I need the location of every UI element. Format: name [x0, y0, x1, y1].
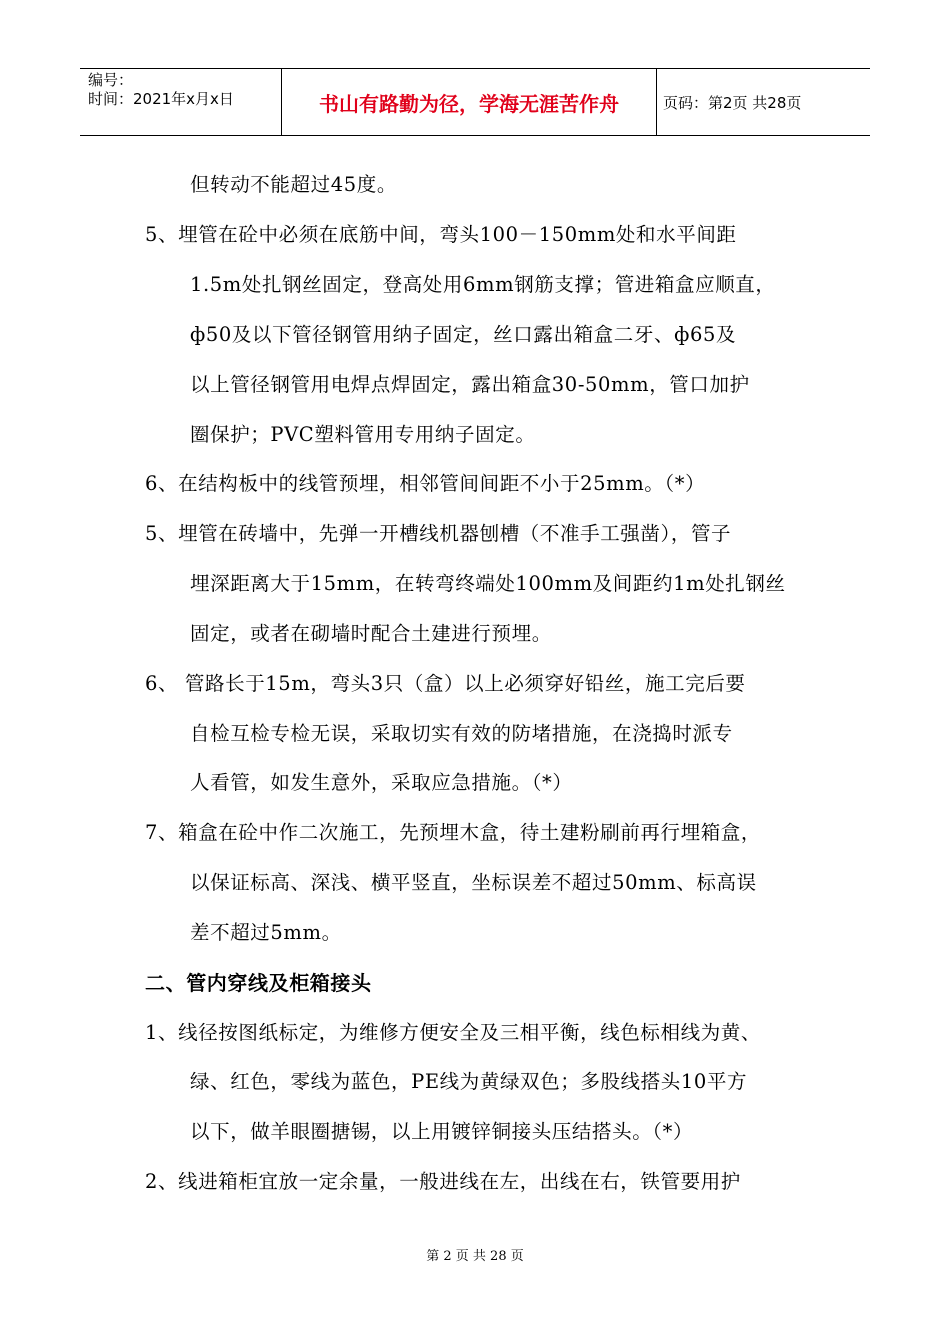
header-motto: 书山有路勤为径，学海无涯苦作舟	[282, 69, 657, 135]
text-line: 自检互检专检无误，采取切实有效的防堵措施，在浇捣时派专	[190, 722, 733, 745]
text-line: 2、线进箱柜宜放一定余量，一般进线在左，出线在右，铁管要用护	[145, 1170, 741, 1193]
text-line: 以上管径钢管用电焊点焊固定，露出箱盒30-50mm，管口加护	[190, 373, 750, 396]
text-line: 人看管，如发生意外，采取应急措施。（*）	[190, 771, 573, 794]
document-number-label: 编号：	[88, 71, 134, 89]
text-line: 以保证标高、深浅、横平竖直，坐标误差不超过50mm、标高误	[190, 871, 757, 894]
text-line: 6、在结构板中的线管预埋，相邻管间间距不小于25mm。（*）	[145, 472, 706, 495]
text-line: 以下，做羊眼圈搪锡，以上用镀锌铜接头压结搭头。（*）	[190, 1120, 694, 1143]
text-line: 绿、红色，零线为蓝色，PE线为黄绿双色；多股线搭头10平方	[190, 1070, 748, 1093]
document-date: 时间：2021年x月x日	[88, 90, 234, 108]
text-line: 5、埋管在砖墙中，先弹一开槽线机器刨槽（不准手工强凿），管子	[145, 522, 732, 545]
text-line: 6、 管路长于15m，弯头3只（盒）以上必须穿好铅丝，施工完后要	[145, 672, 746, 695]
header-meta	[80, 69, 282, 135]
text-line: 圈保护；PVC塑料管用专用纳子固定。	[190, 423, 536, 446]
page-footer: 第 2 页 共 28 页	[426, 1249, 524, 1264]
text-line: 固定，或者在砌墙时配合土建进行预埋。	[190, 622, 552, 645]
page-header	[80, 68, 870, 136]
text-line: 5、埋管在砼中必须在底筋中间，弯头100－150mm处和水平间距	[145, 223, 737, 246]
text-line: 1、线径按图纸标定，为维修方便安全及三相平衡，线色标相线为黄、	[145, 1021, 762, 1044]
text-line: ф50及以下管径钢管用纳子固定，丝口露出箱盒二牙、ф65及	[190, 323, 737, 346]
text-line: 差不超过5mm。	[190, 921, 342, 944]
text-line: 但转动不能超过45度。	[190, 173, 397, 196]
header-page-info: 页码：第2页 共28页	[663, 93, 802, 112]
section-heading: 二、管内穿线及柜箱接头	[145, 971, 372, 995]
text-line: 1.5m处扎钢丝固定，登高处用6mm钢筋支撑；管进箱盒应顺直，	[190, 273, 776, 296]
text-line: 埋深距离大于15mm，在转弯终端处100mm及间距约1m处扎钢丝	[190, 572, 786, 595]
text-line: 7、箱盒在砼中作二次施工，先预埋木盒，待土建粉刷前再行埋箱盒，	[145, 821, 762, 844]
